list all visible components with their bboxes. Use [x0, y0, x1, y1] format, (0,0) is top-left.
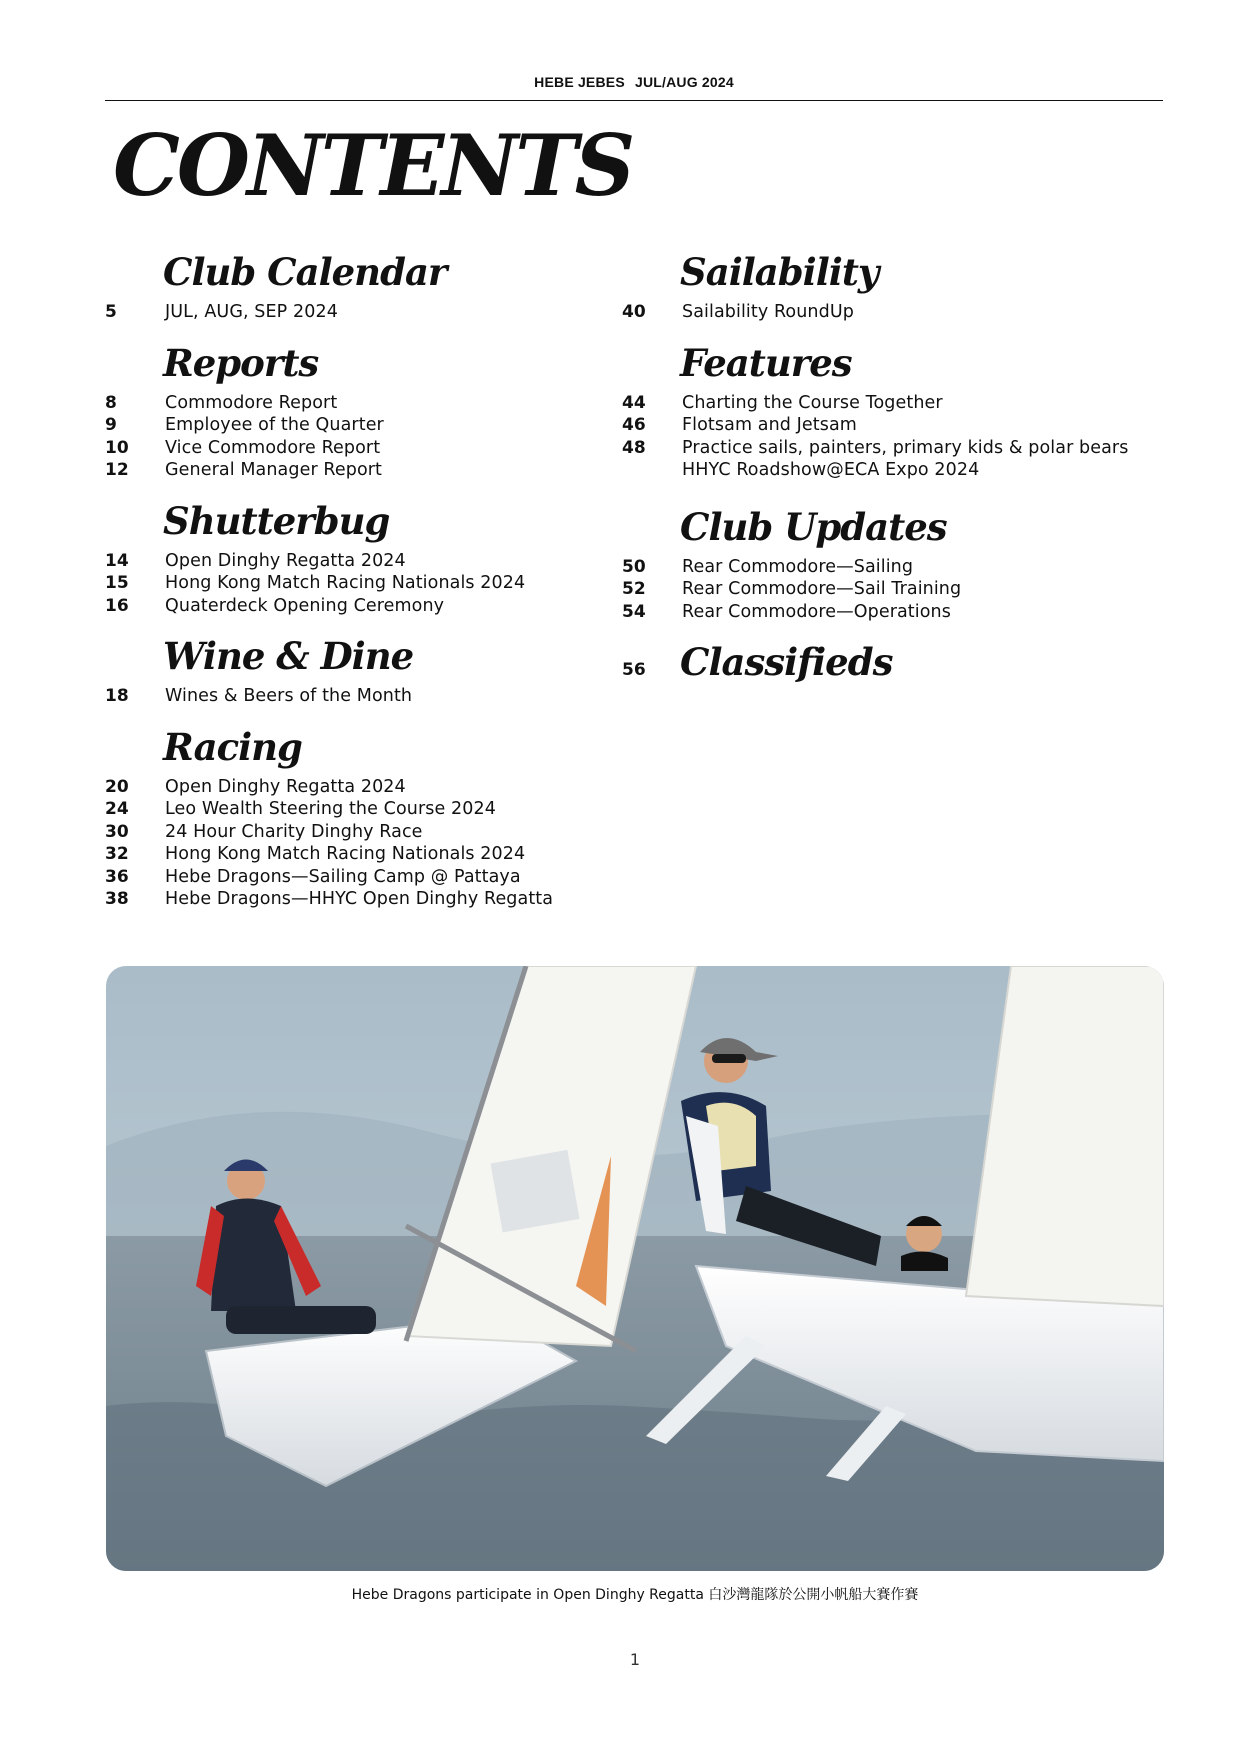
entry-title: Leo Wealth Steering the Course 2024 — [165, 799, 496, 819]
section-title: Features — [680, 340, 852, 385]
section-title: Club Calendar — [163, 250, 447, 294]
section-title: Reports — [163, 340, 319, 385]
toc-entry[interactable] — [105, 549, 645, 572]
page-number-label: 56 — [622, 660, 646, 680]
toc-entry[interactable] — [622, 458, 1162, 481]
header-rule — [105, 100, 1163, 101]
entry-title: 24 Hour Charity Dinghy Race — [165, 821, 423, 842]
toc-entry[interactable] — [105, 775, 645, 798]
toc-entry[interactable] — [622, 413, 1162, 436]
page-number-label: 46 — [622, 415, 646, 435]
photo-caption: Hebe Dragons participate in Open Dinghy Regatta 白沙灣龍隊於公開小帆船大賽作賽 — [351, 1587, 919, 1603]
entry-list — [105, 775, 645, 910]
toc-entry[interactable] — [105, 684, 645, 707]
section-reports — [105, 339, 645, 481]
entry-title: Wines & Beers of the Month — [165, 686, 413, 706]
toc-entry[interactable] — [105, 820, 645, 843]
entry-title: JUL, AUG, SEP 2024 — [165, 302, 338, 322]
entry-list — [105, 391, 645, 481]
toc-entry[interactable] — [622, 600, 1162, 623]
page-number-label: 50 — [622, 556, 646, 577]
toc-entry[interactable] — [105, 797, 645, 820]
entry-list — [622, 300, 1162, 323]
cover-photo-sailing-dinghies — [106, 966, 1164, 1571]
page-number-label: 8 — [105, 392, 117, 413]
page-number-label: 24 — [105, 799, 129, 819]
contents-left-column — [105, 248, 645, 910]
entry-title: Practice sails, painters, primary kids & polar bears — [682, 437, 1129, 458]
entry-title: General Manager Report — [165, 460, 383, 480]
toc-entry[interactable] — [105, 458, 645, 481]
toc-entry[interactable] — [105, 391, 645, 414]
toc-entry[interactable] — [105, 865, 645, 888]
entry-title: Flotsam and Jetsam — [682, 415, 857, 435]
page-number-label: 5 — [105, 302, 117, 322]
entry-title: Rear Commodore—Sail Training — [682, 579, 962, 599]
sailing-photo-illustration — [106, 966, 1164, 1571]
section-title: Racing — [163, 724, 302, 769]
page-number-label: 9 — [105, 415, 117, 435]
section-club-calendar — [105, 248, 645, 323]
page-number-label: 32 — [105, 844, 129, 864]
entry-list — [622, 391, 1162, 481]
entry-title: Hong Kong Match Racing Nationals 2024 — [165, 844, 526, 864]
section-features — [622, 339, 1162, 481]
toc-entry[interactable] — [622, 391, 1162, 414]
entry-list — [105, 684, 645, 707]
entry-title: Hong Kong Match Racing Nationals 2024 — [165, 573, 526, 593]
entry-title: Employee of the Quarter — [165, 415, 384, 435]
entry-title: Charting the Course Together — [682, 392, 943, 413]
section-title: Wine & Dine — [163, 634, 414, 678]
toc-entry[interactable] — [105, 887, 645, 910]
page-number-label: 15 — [105, 573, 129, 593]
page-number-label: 20 — [105, 776, 129, 797]
entry-list — [622, 555, 1162, 623]
section-wine-dine — [105, 632, 645, 707]
page-number-label: 18 — [105, 686, 129, 706]
toc-entry[interactable] — [622, 577, 1162, 600]
entry-title: Open Dinghy Regatta 2024 — [165, 776, 406, 797]
page-number-label: 48 — [622, 437, 646, 458]
issue-date: JUL/AUG 2024 — [634, 74, 734, 90]
page-number-label: 54 — [622, 601, 646, 622]
section-title: Club Updates — [680, 504, 947, 549]
section-club-updates — [622, 503, 1162, 623]
page-number-label: 44 — [622, 392, 646, 413]
publication-name: HEBE JEBES — [534, 74, 625, 90]
toc-entry[interactable] — [622, 555, 1162, 578]
section-title: Shutterbug — [163, 498, 390, 543]
entry-title: Sailability RoundUp — [682, 302, 854, 322]
page-number-label: 12 — [105, 460, 129, 480]
section-racing — [105, 723, 645, 910]
toc-entry[interactable] — [622, 436, 1162, 459]
section-shutterbug — [105, 497, 645, 617]
section-sailability — [622, 248, 1162, 323]
entry-title: Quaterdeck Opening Ceremony — [165, 595, 445, 616]
entry-title: HHYC Roadshow@ECA Expo 2024 — [682, 460, 980, 480]
page-number: 1 — [629, 1650, 641, 1669]
page-number-label: 40 — [622, 302, 646, 322]
toc-entry[interactable] — [105, 571, 645, 594]
toc-entry[interactable] — [105, 842, 645, 865]
toc-entry[interactable] — [105, 413, 645, 436]
contents-right-column — [622, 248, 1162, 686]
entry-title: Rear Commodore—Sailing — [682, 556, 914, 577]
toc-entry[interactable] — [105, 594, 645, 617]
entry-title: Hebe Dragons—HHYC Open Dinghy Regatta — [165, 889, 554, 909]
entry-title: Hebe Dragons—Sailing Camp @ Pattaya — [165, 866, 521, 887]
page-number-label: 38 — [105, 889, 129, 909]
toc-entry[interactable] — [622, 300, 1162, 323]
page-number-label: 30 — [105, 821, 129, 842]
entry-title: Rear Commodore—Operations — [682, 601, 951, 622]
entry-list — [105, 549, 645, 617]
section-classifieds[interactable] — [622, 638, 1162, 686]
page-number-label: 36 — [105, 866, 129, 887]
toc-entry[interactable] — [105, 300, 645, 323]
entry-title: Vice Commodore Report — [165, 437, 381, 458]
page-title: CONTENTS — [113, 116, 633, 215]
toc-entry[interactable] — [105, 436, 645, 459]
page-number-label: 16 — [105, 595, 129, 616]
section-title: Sailability — [680, 250, 879, 294]
entry-list — [105, 300, 645, 323]
page-number-label: 52 — [622, 579, 646, 599]
section-title: Classifieds — [680, 640, 893, 684]
page-number-label: 10 — [105, 437, 129, 458]
entry-title: Commodore Report — [165, 392, 338, 413]
page-number-label: 14 — [105, 550, 129, 571]
running-header — [105, 74, 1163, 90]
entry-title: Open Dinghy Regatta 2024 — [165, 550, 406, 571]
